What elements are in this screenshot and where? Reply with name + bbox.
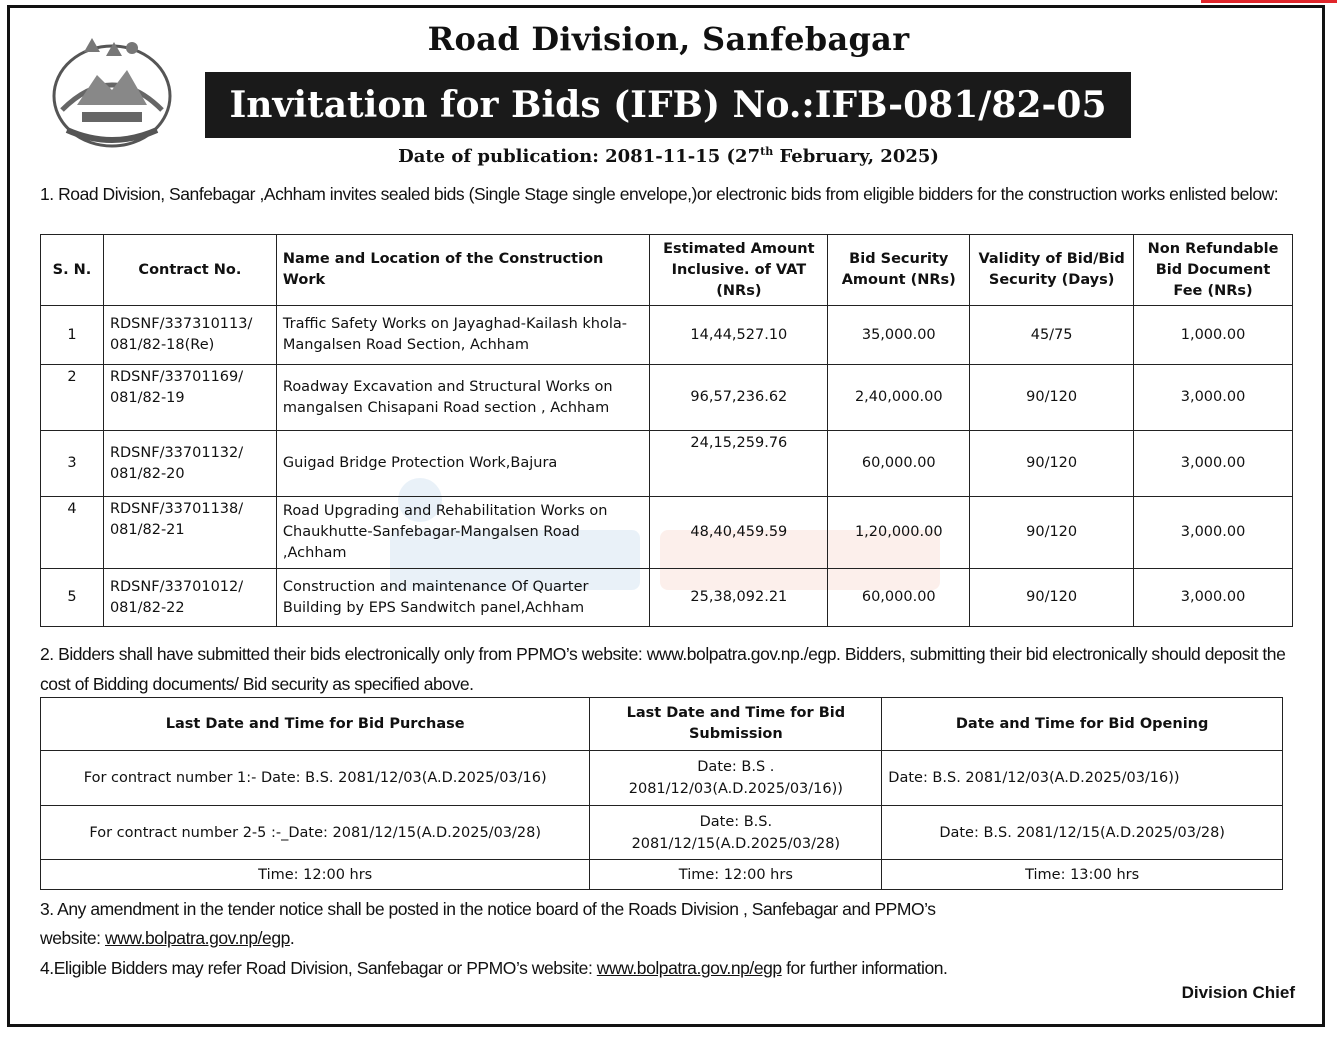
cell-work-name: Construction and maintenance Of Quarter Building by EPS Sandwitch panel,Achham xyxy=(276,569,650,627)
cell-fee: 3,000.00 xyxy=(1134,569,1293,627)
table-row xyxy=(41,860,1283,890)
cell-submission-time: Time: 12:00 hrs xyxy=(590,860,882,890)
cell-estimate: 14,44,527.10 xyxy=(650,306,828,365)
table-row xyxy=(41,365,1293,431)
schedule-table xyxy=(40,697,1283,890)
cell-estimate: 24,15,259.76 xyxy=(650,431,828,497)
col-bid-purchase: Last Date and Time for Bid Purchase xyxy=(41,698,590,751)
cell-sn: 5 xyxy=(41,569,104,627)
cell-sn: 1 xyxy=(41,306,104,365)
col-fee: Non Refundable Bid Document Fee (NRs) xyxy=(1134,235,1293,306)
cell-work-name: Roadway Excavation and Structural Works on mangalsen Chisapani Road section , Achham xyxy=(276,365,650,431)
cell-estimate: 96,57,236.62 xyxy=(650,365,828,431)
cell-security: 60,000.00 xyxy=(828,431,970,497)
intro-paragraph: 1. Road Division, Sanfebagar ,Achham invites sealed bids (Single Stage single envelope,)or electronic bids from eligible bidders for the construction works enlisted below: xyxy=(40,184,1279,204)
cell-sn: 3 xyxy=(41,431,104,497)
cell-contract: RDSNF/33701138/ 081/82-21 xyxy=(103,497,276,569)
cell-validity: 45/75 xyxy=(970,306,1134,365)
cell-sn: 4 xyxy=(41,497,104,569)
cell-estimate: 48,40,459.59 xyxy=(650,497,828,569)
cell-submission: Date: B.S. 2081/12/15(A.D.2025/03/28) xyxy=(590,806,882,860)
info-paragraph: 4.Eligible Bidders may refer Road Division, Sanfebagar or PPMO’s website: www.bolpatra.gov.np/egp for further information. xyxy=(40,958,948,978)
cell-estimate: 25,38,092.21 xyxy=(650,569,828,627)
cell-fee: 3,000.00 xyxy=(1134,431,1293,497)
cell-fee: 3,000.00 xyxy=(1134,365,1293,431)
col-validity: Validity of Bid/Bid Security (Days) xyxy=(970,235,1134,306)
ifb-banner: Invitation for Bids (IFB) No.:IFB-081/82-05 xyxy=(205,72,1131,138)
cell-purchase: For contract number 2-5 :-_Date: 2081/12/15(A.D.2025/03/28) xyxy=(41,806,590,860)
col-bid-opening: Date and Time for Bid Opening xyxy=(882,698,1283,751)
cell-work-name: Traffic Safety Works on Jayaghad-Kailash khola-Mangalsen Road Section, Achham xyxy=(276,306,650,365)
signature: Division Chief xyxy=(1181,983,1295,1002)
table-row xyxy=(41,306,1293,365)
cell-sn: 2 xyxy=(41,365,104,431)
col-security: Bid Security Amount (NRs) xyxy=(828,235,970,306)
cell-opening-time: Time: 13:00 hrs xyxy=(882,860,1283,890)
cell-opening: Date: B.S. 2081/12/03(A.D.2025/03/16)) xyxy=(882,751,1283,806)
top-accent-line xyxy=(1201,0,1337,3)
cell-purchase: For contract number 1:- Date: B.S. 2081/12/03(A.D.2025/03/16) xyxy=(41,751,590,806)
table-row xyxy=(41,431,1293,497)
table-row xyxy=(41,497,1293,569)
col-bid-submission: Last Date and Time for Bid Submission xyxy=(590,698,882,751)
cell-purchase-time: Time: 12:00 hrs xyxy=(41,860,590,890)
col-sn: S. N. xyxy=(41,235,104,306)
bolpatra-link[interactable]: www.bolpatra.gov.np/egp xyxy=(105,928,290,948)
cell-work-name: Road Upgrading and Rehabilitation Works on Chaukhutte-Sanfebagar-Mangalsen Road ,Achham xyxy=(276,497,650,569)
cell-security: 2,40,000.00 xyxy=(828,365,970,431)
amendment-paragraph: 3. Any amendment in the tender notice shall be posted in the notice board of the Roads Division , Sanfebagar and PPMO’s website: www.bolpatra.gov.np/egp. xyxy=(40,899,936,948)
cell-validity: 90/120 xyxy=(970,497,1134,569)
cell-validity: 90/120 xyxy=(970,431,1134,497)
submission-paragraph: 2. Bidders shall have submitted their bids electronically only from PPMO’s website: www.bolpatra.gov.np./egp. Bidders, submitting their bid electronically should deposit the cost of Bidding documents/ Bid security as specified above. xyxy=(40,644,1286,694)
bolpatra-link-2[interactable]: www.bolpatra.gov.np/egp xyxy=(596,958,782,978)
col-work-name: Name and Location of the Construction Work xyxy=(276,235,650,306)
cell-fee: 3,000.00 xyxy=(1134,497,1293,569)
cell-submission: Date: B.S . 2081/12/03(A.D.2025/03/16)) xyxy=(590,751,882,806)
cell-security: 60,000.00 xyxy=(828,569,970,627)
cell-contract: RDSNF/33701012/ 081/82-22 xyxy=(103,569,276,627)
works-table-header xyxy=(41,235,1293,306)
col-contract: Contract No. xyxy=(103,235,276,306)
office-title: Road Division, Sanfebagar xyxy=(427,20,910,58)
cell-validity: 90/120 xyxy=(970,365,1134,431)
publication-date: Date of publication: 2081-11-15 (27th February, 2025) xyxy=(398,145,939,167)
works-table xyxy=(40,234,1293,627)
cell-contract: RDSNF/33701132/ 081/82-20 xyxy=(103,431,276,497)
schedule-table-header xyxy=(41,698,1283,751)
cell-work-name: Guigad Bridge Protection Work,Bajura xyxy=(276,431,650,497)
cell-opening: Date: B.S. 2081/12/15(A.D.2025/03/28) xyxy=(882,806,1283,860)
cell-contract: RDSNF/33701169/ 081/82-19 xyxy=(103,365,276,431)
table-row xyxy=(41,806,1283,860)
cell-security: 35,000.00 xyxy=(828,306,970,365)
table-row xyxy=(41,751,1283,806)
cell-fee: 1,000.00 xyxy=(1134,306,1293,365)
cell-contract: RDSNF/337310113/ 081/82-18(Re) xyxy=(103,306,276,365)
cell-security: 1,20,000.00 xyxy=(828,497,970,569)
col-estimate: Estimated Amount Inclusive. of VAT (NRs) xyxy=(650,235,828,306)
cell-validity: 90/120 xyxy=(970,569,1134,627)
table-row xyxy=(41,569,1293,627)
